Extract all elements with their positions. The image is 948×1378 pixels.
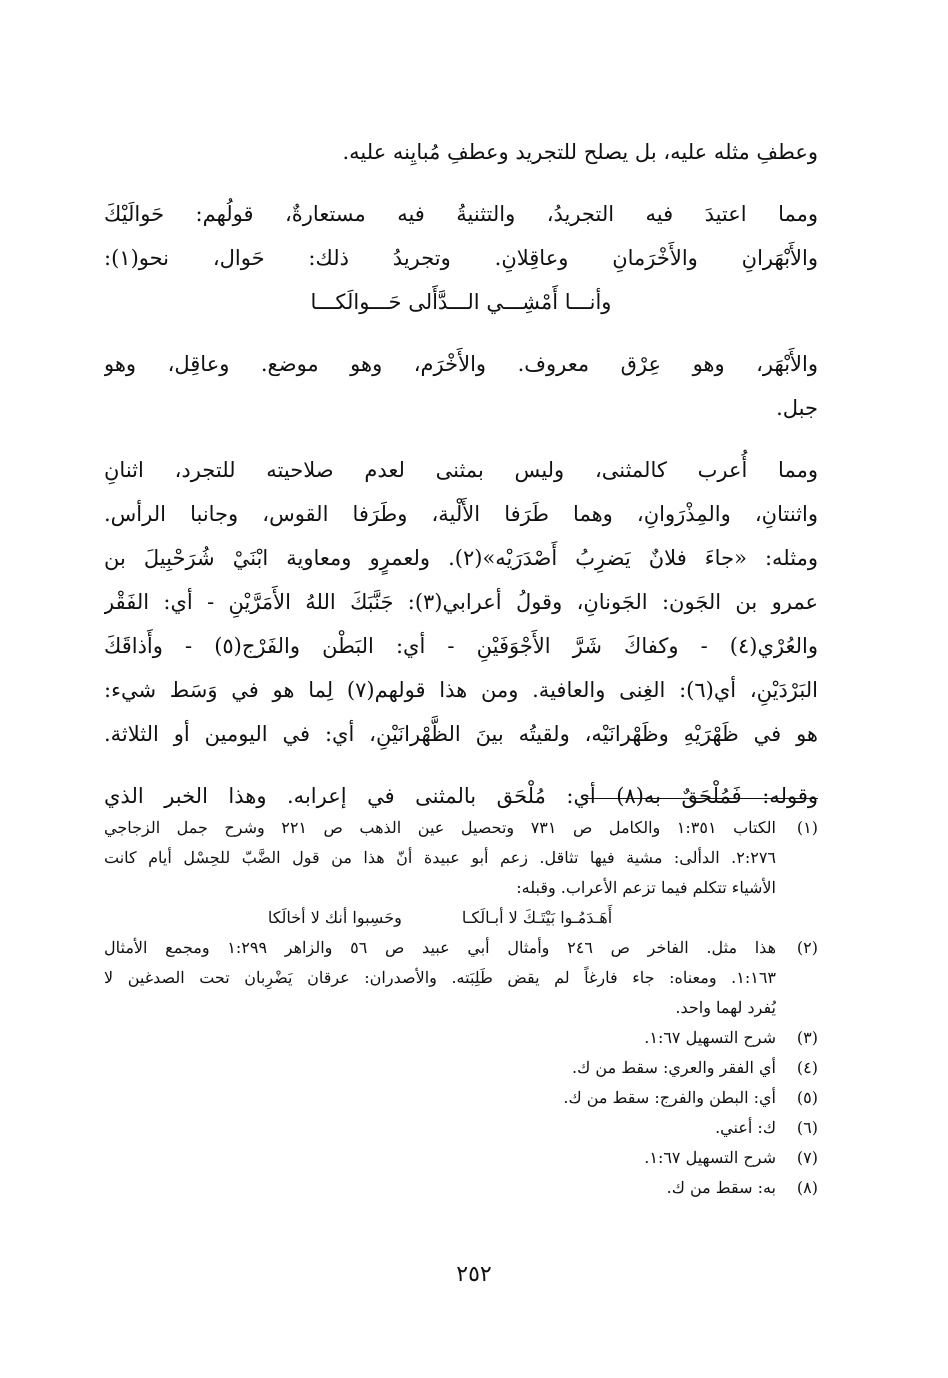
verse-hemistich: وحَسِبوا أنك لا أخالَكا: [267, 908, 402, 927]
text-line: ومثله: «جاءَ فلانٌ يَضرِبُ أَصْدَرَيْه»(٢). ولعمرٍو ومعاوية ابْنَيْ شُرَحْبِيلَ بن: [104, 546, 818, 570]
footnote-line: ك: أعني.: [715, 1118, 776, 1137]
text-line: وقوله: فَمُلْحَقٌ به(٨) أي: مُلْحَق بالمثنى في إعرابه. وهذا الخبر الذي: [104, 784, 818, 808]
verse-line: وأنـــا أَمْشِـــي الـــدَّأَلى حَـــوالَكـــا: [310, 290, 612, 314]
text-line: ومما اعتيدَ فيه التجريدُ، والتثنيةُ فيه مستعارةٌ، قولُهم: حَوالَيْكَ: [104, 202, 818, 226]
footnote-number: (٤): [796, 1058, 818, 1077]
footnote-line: ٢:٢٧٦. الدألى: مشية فيها تثاقل. زعم أبو عبيدة أنّ هذا من قول الضَّبّ للحِسْل أيام كانت: [104, 848, 776, 867]
footnote: [104, 813, 818, 933]
footnote-number: (٧): [796, 1148, 818, 1167]
footnote-number: (٣): [796, 1028, 818, 1047]
footnote: [104, 1143, 818, 1173]
text-line: البَرْدَيْنِ، أي(٦): الغِنى والعافية. ومن هذا قولهم(٧) لِما هو في وَسَط شيء:: [104, 678, 818, 702]
text-line: والعُرْي(٤) - وكفاكَ شَرَّ الأَجْوَفَيْنِ - أي: البَطْن والفَرْج(٥) - وأَذاقَكَ: [104, 634, 818, 658]
footnotes: [104, 813, 818, 1203]
footnote-line: ١:١٦٣. ومعناه: جاء فارغاً لم يقض طَلِبَته. والأصدران: عرقان يَضْرِبان تحت الصدغين لا: [104, 968, 776, 987]
footnote-number: (٦): [796, 1118, 818, 1137]
footnote: [104, 1023, 818, 1053]
text-line: والأَبْهَرانِ والأَخْرَمانِ وعاقِلانِ. وتجريدُ ذلك: حَوال، نحو(١):: [104, 246, 818, 270]
text-line: ومما أُعرب كالمثنى، وليس بمثنى لعدم صلاحيته للتجرد، اثنانِ: [104, 458, 818, 482]
verse-hemistich: أَهَـدَمُـوا بَيْتَـكَ لا أبـالَكـا: [461, 908, 613, 927]
footnote-number: (٥): [796, 1088, 818, 1107]
text-line: جبل.: [776, 396, 818, 420]
footnote: [104, 1083, 818, 1113]
footnote-separator: [585, 798, 818, 799]
text-line: عمرو بن الجَون: الجَونانِ، وقولُ أعرابي(٣): جَنَّبَكَ اللهُ الأَمَرَّيْنِ - أي: الفَقْر: [104, 590, 818, 614]
footnote: [104, 933, 818, 1023]
footnote-number: (٢): [796, 938, 818, 957]
footnote-line: هذا مثل. الفاخر ص ٢٤٦ وأمثال أبي عبيد ص ٥٦ والزاهر ١:٢٩٩ ومجمع الأمثال: [104, 938, 776, 957]
footnote-number: (١): [796, 818, 818, 837]
footnote-number: (٨): [796, 1178, 818, 1197]
footnote-line: شرح التسهيل ١:٦٧.: [644, 1028, 776, 1047]
footnote-line: الأشياء تتكلم فيما تزعم الأعراب. وقبله:: [516, 878, 776, 897]
footnote-line: يُفرد لهما واحد.: [675, 998, 776, 1017]
footnote-line: الكتاب ١:٣٥١ والكامل ص ٧٣١ وتحصيل عين الذهب ص ٢٢١ وشرح جمل الزجاجي: [104, 818, 776, 837]
footnote-line: أي: البطن والفرج: سقط من ك.: [563, 1088, 776, 1107]
page-number: ٢٥٢: [456, 1262, 492, 1287]
footnote-line: شرح التسهيل ١:٦٧.: [644, 1148, 776, 1167]
text-line: والأَبْهَر، وهو عِرْق معروف. والأَخْرَم، وهو موضع. وعاقِل، وهو: [104, 352, 818, 376]
footnote: [104, 1053, 818, 1083]
footnote: [104, 1173, 818, 1203]
footnote-line: به: سقط من ك.: [666, 1178, 776, 1197]
footnote: [104, 1113, 818, 1143]
text-line: وعطفِ مثله عليه، بل يصلح للتجريد وعطفِ مُبايِنه عليه.: [342, 140, 818, 164]
main-text: [104, 130, 818, 818]
text-line: واثنتانِ، والمِذْرَوانِ، وهما طَرَفا الأَلْية، وطَرَفا القوس، وجانبا الرأس.: [104, 502, 818, 526]
text-line: هو في ظَهْرَيْهِ وظَهْرانَيْه، ولقيتُه بينَ الظَّهْرانَيْنِ، أي: في اليومين أو الثلاثة.: [104, 722, 818, 746]
footnote-line: أي الفقر والعري: سقط من ك.: [572, 1058, 776, 1077]
footnote-verse: [104, 903, 776, 933]
